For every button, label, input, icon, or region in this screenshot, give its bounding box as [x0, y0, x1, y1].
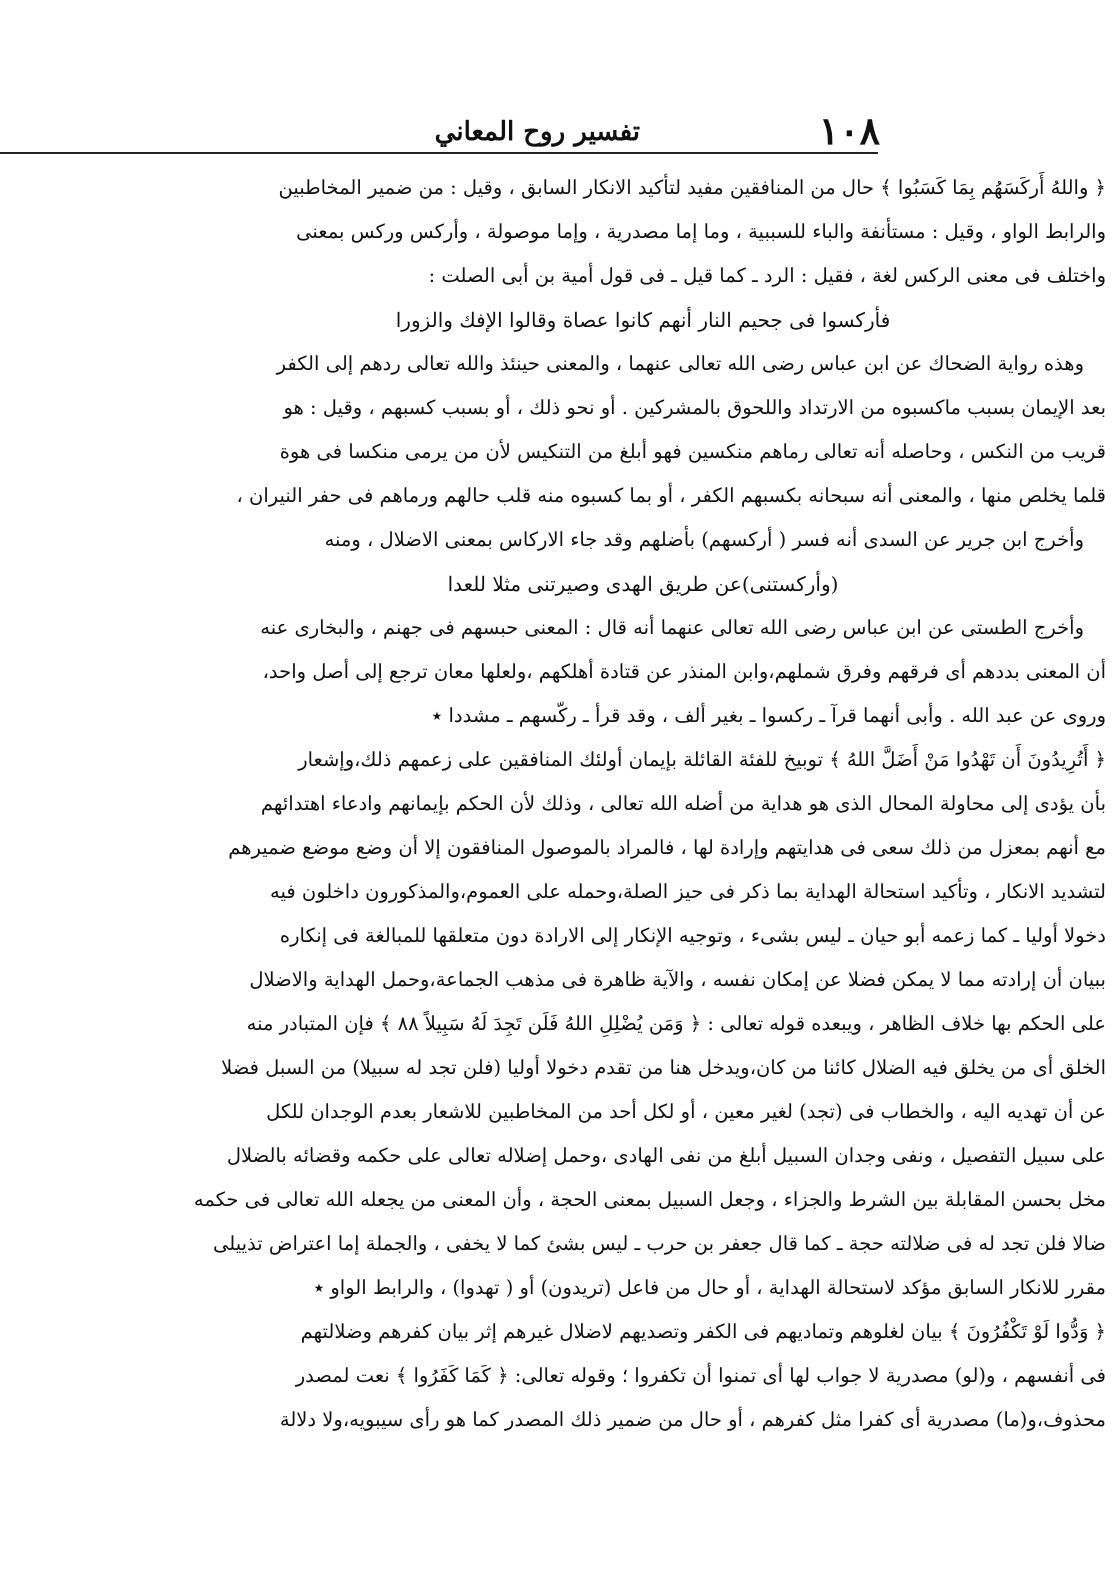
- text-line: قلما يخلص منها ، والمعنى أنه سبحانه بكسبهم الكفر ، أو بما كسبوه منه قلب حالهم ورماهم فى حفر النيران ،: [236, 484, 1106, 507]
- text-line: ﴿ أَتُرِيدُونَ أَن تَهْدُوا مَنْ أَضَلَّ اللهُ ﴾ توبيخ للفئة القائلة بإيمان أولئك المنافقين على زعمهم ذلك،وإشعار: [298, 748, 1106, 771]
- text-line: وهذه رواية الضحاك عن ابن عباس رضى الله تعالى عنهما ، والمعنى حينئذ والله تعالى ردهم إلى الكفر: [276, 352, 1084, 375]
- text-line: عن أن تهديه اليه ، والخطاب فى (تجد) لغير معين ، أو لكل أحد من المخاطبين للاشعار بعدم الوجدان للكل: [266, 1100, 1106, 1123]
- text-line: ضالا فلن تجد له فى ضلالته حجة ـ كما قال جعفر بن حرب ـ ليس بشئ كما لا يخفى ، والجملة إما اعتراض تذييلى: [212, 1232, 1106, 1255]
- text-line: ﴿ وَدُّوا لَوْ تَكْفُرُونَ ﴾ بيان لغلوهم وتماديهم فى الكفر وتصديهم لاضلال غيرهم إثر بيان كفرهم وضلالتهم: [300, 1320, 1106, 1343]
- text-line: وأخرج الطستى عن ابن عباس رضى الله تعالى عنهما أنه قال : المعنى حبسهم فى جهنم ، والبخارى عنه: [260, 616, 1084, 639]
- text-line: محذوف،و(ما) مصدرية أى كفرا مثل كفرهم ، أو حال من ضمير ذلك المصدر كما هو رأى سيبويه،ولا دلالة: [279, 1408, 1106, 1431]
- text-line: لتشديد الانكار ، وتأكيد استحالة الهداية بما ذكر فى حيز الصلة،وحمله على العموم،والمذكورون داخلون فيه: [270, 880, 1106, 903]
- text-line: دخولا أوليا ـ كما زعمه أبو حيان ـ ليس بشىء ، وتوجيه الإنكار إلى الارادة دون متعلقها للمبالغة فى إنكاره: [279, 924, 1106, 947]
- text-line: مع أنهم بمعزل من ذلك سعى فى هدايتهم وإرادة لها ، فالمراد بالموصول المنافقون إلا أن وضع موضع ضميرهم: [228, 836, 1106, 859]
- text-line: قريب من النكس ، وحاصله أنه تعالى رماهم منكسين فهو أبلغ من التنكيس لأن من يرمى منكسا فى هوة: [279, 440, 1106, 463]
- text-line: ﴿ واللهُ أَركَسَهُم بِمَا كَسَبُوا ﴾ حال من المنافقين مفيد لتأكيد الانكار السابق ، وقيل : من ضمير المخاطبين: [278, 176, 1106, 199]
- text-line: مقرر للانكار السابق مؤكد لاستحالة الهداية ، أو حال من فاعل (تريدون) أو ( تهدوا) ، والرابط الواو ٭: [313, 1276, 1106, 1299]
- text-line: أن المعنى بددهم أى فرقهم وفرق شملهم،وابن المنذر عن قتادة أهلكهم ،ولعلها معان ترجع إلى أصل واحد،: [262, 660, 1106, 683]
- text-line: الخلق أى من يخلق فيه الضلال كائنا من كان،ويدخل هنا من تقدم دخولا أوليا (فلن تجد له سبيلا) من السبل فضلا: [221, 1056, 1106, 1079]
- text-line: ببيان أن إرادته مما لا يمكن فضلا عن إمكان نفسه ، والآية ظاهرة فى مذهب الجماعة،وحمل الهداية والاضلال: [249, 968, 1106, 991]
- text-line: على الحكم بها خلاف الظاهر ، ويبعده قوله تعالى : ﴿ وَمَن يُضْلِلِ اللهُ فَلَن تَجِدَ لَهُ سَبِيلاً ٨٨ ﴾ فإن المتبادر منه: [246, 1012, 1106, 1035]
- page-number: ١٠٨: [818, 108, 880, 153]
- body-text: [0, 166, 1106, 1442]
- verse-line: فأركسوا فى جحيم النار أنهم كانوا عصاة وقالوا الإفك والزورا: [395, 308, 891, 332]
- running-title: تفسير روح المعاني: [434, 117, 640, 147]
- text-line: مخل بحسن المقابلة بين الشرط والجزاء ، وجعل السبيل بمعنى الحجة ، وأن المعنى من يجعله الله تعالى فى حكمه: [193, 1188, 1106, 1211]
- text-line: بعد الإيمان بسبب ماكسبوه من الارتداد واللحوق بالمشركين . أو نحو ذلك ، أو بسبب كسبهم ، وقيل : هو: [283, 396, 1106, 419]
- text-line: وروى عن عبد الله . وأبى أنهما قرآ ـ ركسوا ـ بغير ألف ، وقد قرأ ـ ركّسهم ـ مشددا ٭: [431, 704, 1106, 727]
- text-line: وأخرج ابن جرير عن السدى أنه فسر ( أركسهم) بأضلهم وقد جاء الاركاس بمعنى الاضلال ، ومنه: [324, 528, 1084, 551]
- text-line: على سبيل التفصيل ، ونفى وجدان السبيل أبلغ من نفى الهادى ،وحمل إضلاله تعالى على حكمه وقضائه بالضلال: [226, 1144, 1106, 1167]
- page-header: [0, 108, 880, 154]
- header-rule: [0, 152, 878, 154]
- text-line: واختلف فى معنى الركس لغة ، فقيل : الرد ـ كما قيل ـ فى قول أمية بن أبى الصلت :: [428, 264, 1106, 287]
- text-line: والرابط الواو ، وقيل : مستأنفة والباء للسببية ، وما إما مصدرية ، وإما موصولة ، وأركس وركس بمعنى: [296, 220, 1106, 243]
- text-line: بأن يؤدى إلى محاولة المحال الذى هو هداية من أضله الله تعالى ، وذلك لأن الحكم بإيمانهم وادعاء اهتدائهم: [260, 792, 1106, 815]
- text-line: فى أنفسهم ، و(لو) مصدرية لا جواب لها أى تمنوا أن تكفروا ؛ وقوله تعالى: ﴿ كَمَا كَفَرُوا ﴾ نعت لمصدر: [295, 1364, 1106, 1387]
- verse-line: (وأركستنى)عن طريق الهدى وصيرتنى مثلا للعدا: [447, 572, 839, 596]
